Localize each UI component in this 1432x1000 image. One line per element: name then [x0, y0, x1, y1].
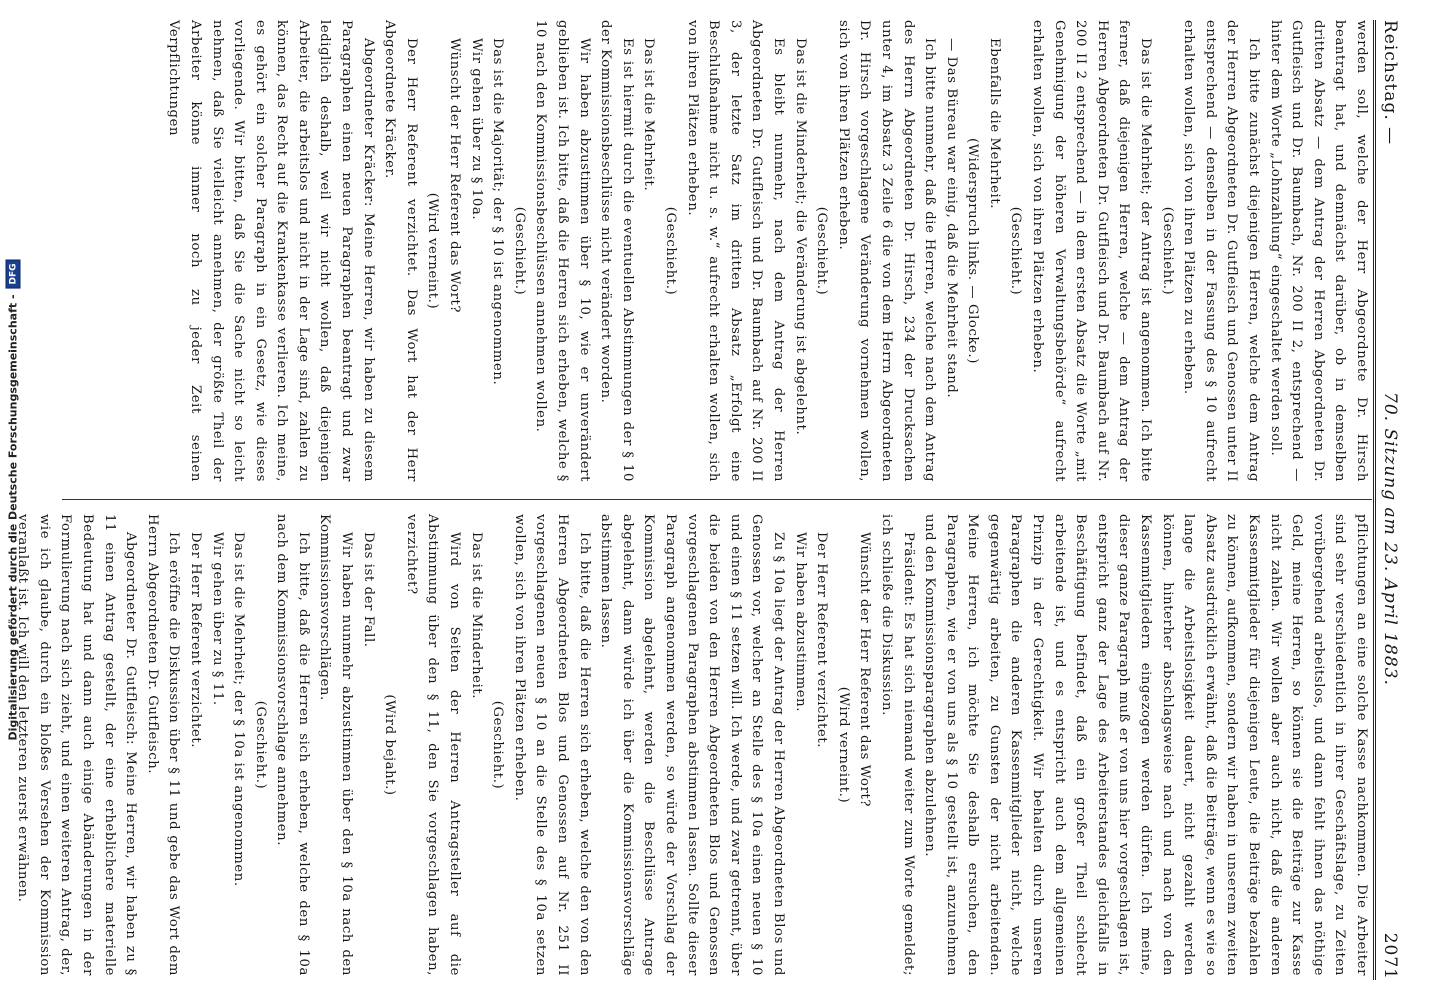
paragraph: Es ist hiermit durch die eventuellen Abstimmungen der § 10 der Kommissionsbeschlüsse nicht verändert worden.	[598, 20, 635, 482]
stage-direction: (Geschieht.)	[1008, 206, 1024, 296]
stage-direction: (Wird verneint.)	[835, 686, 851, 804]
paragraph: Wir haben abzustimmen über § 10, wie er unverändert geblieben ist. Ich bitte, daß die Herren sich erheben, welche § 10 nach den Kommissionsbeschlüssen annehmen wollen.	[533, 20, 592, 482]
header-title: 70. Sitzung am 23. April 1883.	[1380, 392, 1400, 686]
paragraph: Es bleibt nunmehr, nach dem Antrag der Herren Abgeordneten Dr. Gutfleisch und Dr. Baumbach auf Nr. 200 II 3, der letzte Satz im dritten Absatz „Erfolgt eine Beschlußnahme nicht u. s. w.“ aufrecht erhalten wollen, sich von ihren Plätzen erheben.	[684, 20, 786, 482]
text-column-right	[15, 514, 1372, 976]
column-divider	[62, 499, 1372, 500]
paragraph: Wird von Seiten der Herren Antragsteller auf die Abstimmung über den § 11, den Sie vorgeschlagen haben, verzichtet?	[403, 514, 463, 976]
paragraph: Der Herr Referent verzichtet. Das Wort hat der Herr Abgeordnete Kräcker.	[382, 20, 419, 482]
paragraph: Wir haben nunmehr abzustimmen über den § 10a nach den Kommissionsvorschlägen.	[317, 514, 355, 976]
paragraph: Das ist die Majorität; der § 10 ist angenommen.	[490, 38, 506, 386]
paragraph: Das ist die Mehrheit.	[641, 38, 657, 192]
text-column-left	[52, 20, 1372, 482]
stage-direction: (Geschieht.)	[814, 206, 830, 296]
paragraph: Wir gehen über zu § 10a.	[468, 38, 484, 221]
paragraph: pflichtungen an eine solche Kasse nachkommen. Die Arbeiter sind sehr verschiedentlich in ihrer Geschäftslage, zu Zeiten vorübergehend arbeitslos, und dann fehlt ihnen das nöthige Geld, meine Herren, so können sie die Beiträge zur Kasse nicht zahlen. Wir wollen aber auch nicht, daß die anderen Kassenmitglieder für diejenigen Leute, die Beiträge bezahlen zu können, aufkommen, sondern wir haben in unserem zweiten Absatz ausdrücklich erwähnt, daß die Beiträge, wenn es wie so lange die Arbeitslosigkeit dauert, nicht gezahlt werden können, hinterher abschlagsweise nach und nach von den Kassenmitgliedern eingezogen werden dürfen. Ich meine, dieser ganze Paragraph muß er von uns hier vorgeschlagen ist, entspricht ganz der Lage des Arbeiterstandes gleichfalls in Beschäftigung befindet, daß ein großer Theil schlecht arbeitende ist, und es entspricht auch dem allgemeinen Prinzip in der Gerechtigkeit. Wir behalten durch unseren Paragraphen die anderen Kassenmitglieder nicht, welche gegenwärtig arbeiten, zu Gunsten der nicht arbeitenden. Meine Herren, ich möchte Sie deshalb ersuchen, den Paragraphen, wie er von uns als § 10 gestellt ist, anzunehmen und den Kommissionsparagraphen abzulehnen.	[922, 514, 1369, 976]
paragraph: Zu § 10a liegt der Antrag der Herren Abgeordneten Blos und Genossen vor, welcher an Stelle des § 10a einen neuen § 10 und einen § 11 setzen will. Ich werde, und zwar getrennt, über die beiden von den Herren Abgeordneten Blos und Genossen vorgeschlagenen Paragraphen abstimmen lassen. Sollte dieser Paragraph angenommen werden, so würde der Vorschlag der Kommission abgelehnt, werden die Beschlüsse Antrage abgelehnt, dann würde ich über die Kommissionsvorschläge abstimmen lassen.	[598, 514, 786, 976]
header-section: Reichstag. —	[1380, 20, 1400, 146]
page-content	[15, 10, 1416, 990]
paragraph: Ebenfalls die Mehrheit.	[986, 38, 1002, 210]
paragraph: Das ist der Fall.	[360, 532, 376, 648]
stage-direction: (Geschieht.)	[511, 206, 527, 296]
stage-direction: (Wird bejaht.)	[382, 694, 398, 796]
paragraph: Das ist die Minderheit; die Veränderung ist abgelehnt.	[792, 38, 808, 436]
page-header	[1373, 20, 1410, 980]
paragraph: werden soll, welche der Herr Abgeordnete Dr. Hirsch beantragt hat, und demnächst darüber, ob in demselben dritten Absatz — dem Antrag der Herren Abgeordneten Dr. Gutfleisch und Dr. Baumbach, Nr. 200 II 2, entsprechend — hinter dem Worte „Lohnzahlung“ eingeschaltet werden soll.	[1267, 20, 1369, 482]
stage-direction: (Geschieht.)	[663, 206, 678, 296]
paragraph: Wünscht der Herr Referent das Wort?	[857, 532, 873, 808]
stage-direction: (Widerspruch links. — Glocke.)	[965, 138, 981, 364]
paragraph: Wir haben abzustimmen.	[792, 532, 808, 713]
page-number: 2071	[1380, 932, 1400, 980]
stage-direction: (Wird verneint.)	[425, 192, 441, 310]
paragraph: Ich bitte zunächst diejenigen Herren, welche dem Antrag der Herren Abgeordneten Dr. Gutfleisch und Genossen unter II entsprechend — denselben in der Fassung des § 10 aufrecht erhalten wollen, sich von ihren Plätzen zu erheben.	[1181, 20, 1262, 482]
scanned-page	[15, 10, 1416, 990]
paragraph: Das ist die Mehrheit; der Antrag ist angenommen. Ich bitte ferner, daß diejenigen Herren, welche — dem Antrag der Herren Abgeordneten Dr. Gutfleisch und Dr. Baumbach auf Nr. 200 II 2 entsprechend — in dem ersten Absatz die Worte „mit Genehmigung der höheren Verwaltungsbehörde“ aufrecht erhalten wollen, sich von ihren Plätzen erheben.	[1030, 20, 1154, 482]
paragraph: Ich eröffne die Diskussion über § 11 und gebe das Wort dem Herrn Abgeordneten Dr. Gutfleisch.	[144, 514, 182, 976]
dfg-logo: DFG	[6, 259, 21, 288]
paragraph: Abgeordneter Dr. Gutfleisch: Meine Herren, wir haben zu § 11 einen Antrag gestellt, der eine erheblichere materielle Bedeutung hat und dann auch einige Abänderungen in der Formulierung nach sich zieht, und einen weiteren Antrag, der, wie ich glaube, durch ein bloßes Versehen der Kommission veranlaßt ist. Ich will den letzteren zuerst erwähnen.	[15, 514, 139, 976]
stage-direction: (Geschieht.)	[1159, 206, 1175, 296]
paragraph: Präsident: Es hat sich niemand weiter zum Worte gemeldet; ich schließe die Diskussion.	[878, 514, 916, 976]
paragraph: — Das Büreau war einig, daß die Mehrheit stand.	[943, 38, 959, 399]
paragraph: Abgeordneter Kräcker: Meine Herren, wir haben zu diesem Paragraphen einen neuen Paragraphen beantragt und zwar lediglich deshalb, weil wir nicht wollen, daß diejenigen Arbeiter, die arbeitslos und nicht in der Lage sind, zahlen zu können, das Recht auf die Krankenkasse verlieren. Ich meine, es gehört ein solcher Paragraph in ein Gesetz, wie dieses vorliegende. Wir bitten, daß Sie die Sache nicht so leicht nehmen, daß Sie vielleicht annehmen, der größte Theil der Arbeiter könne immer noch zu jeder Zeit seinen Verpflichtungen	[166, 20, 376, 482]
paragraph: Der Herr Referent verzichtet.	[814, 532, 830, 749]
paragraph: Das ist die Mehrheit; der § 10a ist angenommen.	[231, 532, 247, 887]
paragraph: Ich bitte nunmehr, daß die Herren, welche nach dem Antrag des Herrn Abgeordneten Dr. Hirsch, 234 der Drucksachen unter 4, im Absatz 3 Zeile 6 die von dem Herrn Abgeordneten Dr. Hirsch vorgeschlagene Veränderung vornehmen wollen, sich von ihren Plätzen erheben.	[835, 20, 938, 482]
paragraph: Ich bitte, daß die Herren sich erheben, welche den von den Herren Abgeordneten Blos und Genossen auf Nr. 251 II vorgeschlagenen neuen § 10 an die Stelle des § 10a setzen wollen, sich von ihren Plätzen erheben.	[511, 514, 592, 976]
stage-direction: (Geschieht.)	[490, 700, 506, 790]
paragraph: Wünscht der Herr Referent das Wort?	[447, 38, 463, 314]
paragraph: Ich bitte, daß die Herren sich erheben, welche den § 10a nach dem Kommissionsvorschlage annehmen.	[274, 514, 311, 976]
credit-text: Digitalisierung gefördert durch die Deutsche Forschungsgemeinschaft -	[6, 294, 20, 741]
stage-direction: (Geschieht.)	[252, 700, 268, 790]
paragraph: Der Herr Referent verzichtet.	[187, 532, 203, 749]
paragraph: Das ist die Minderheit.	[468, 532, 484, 700]
paragraph: Wir gehen über zu § 11.	[209, 532, 225, 706]
